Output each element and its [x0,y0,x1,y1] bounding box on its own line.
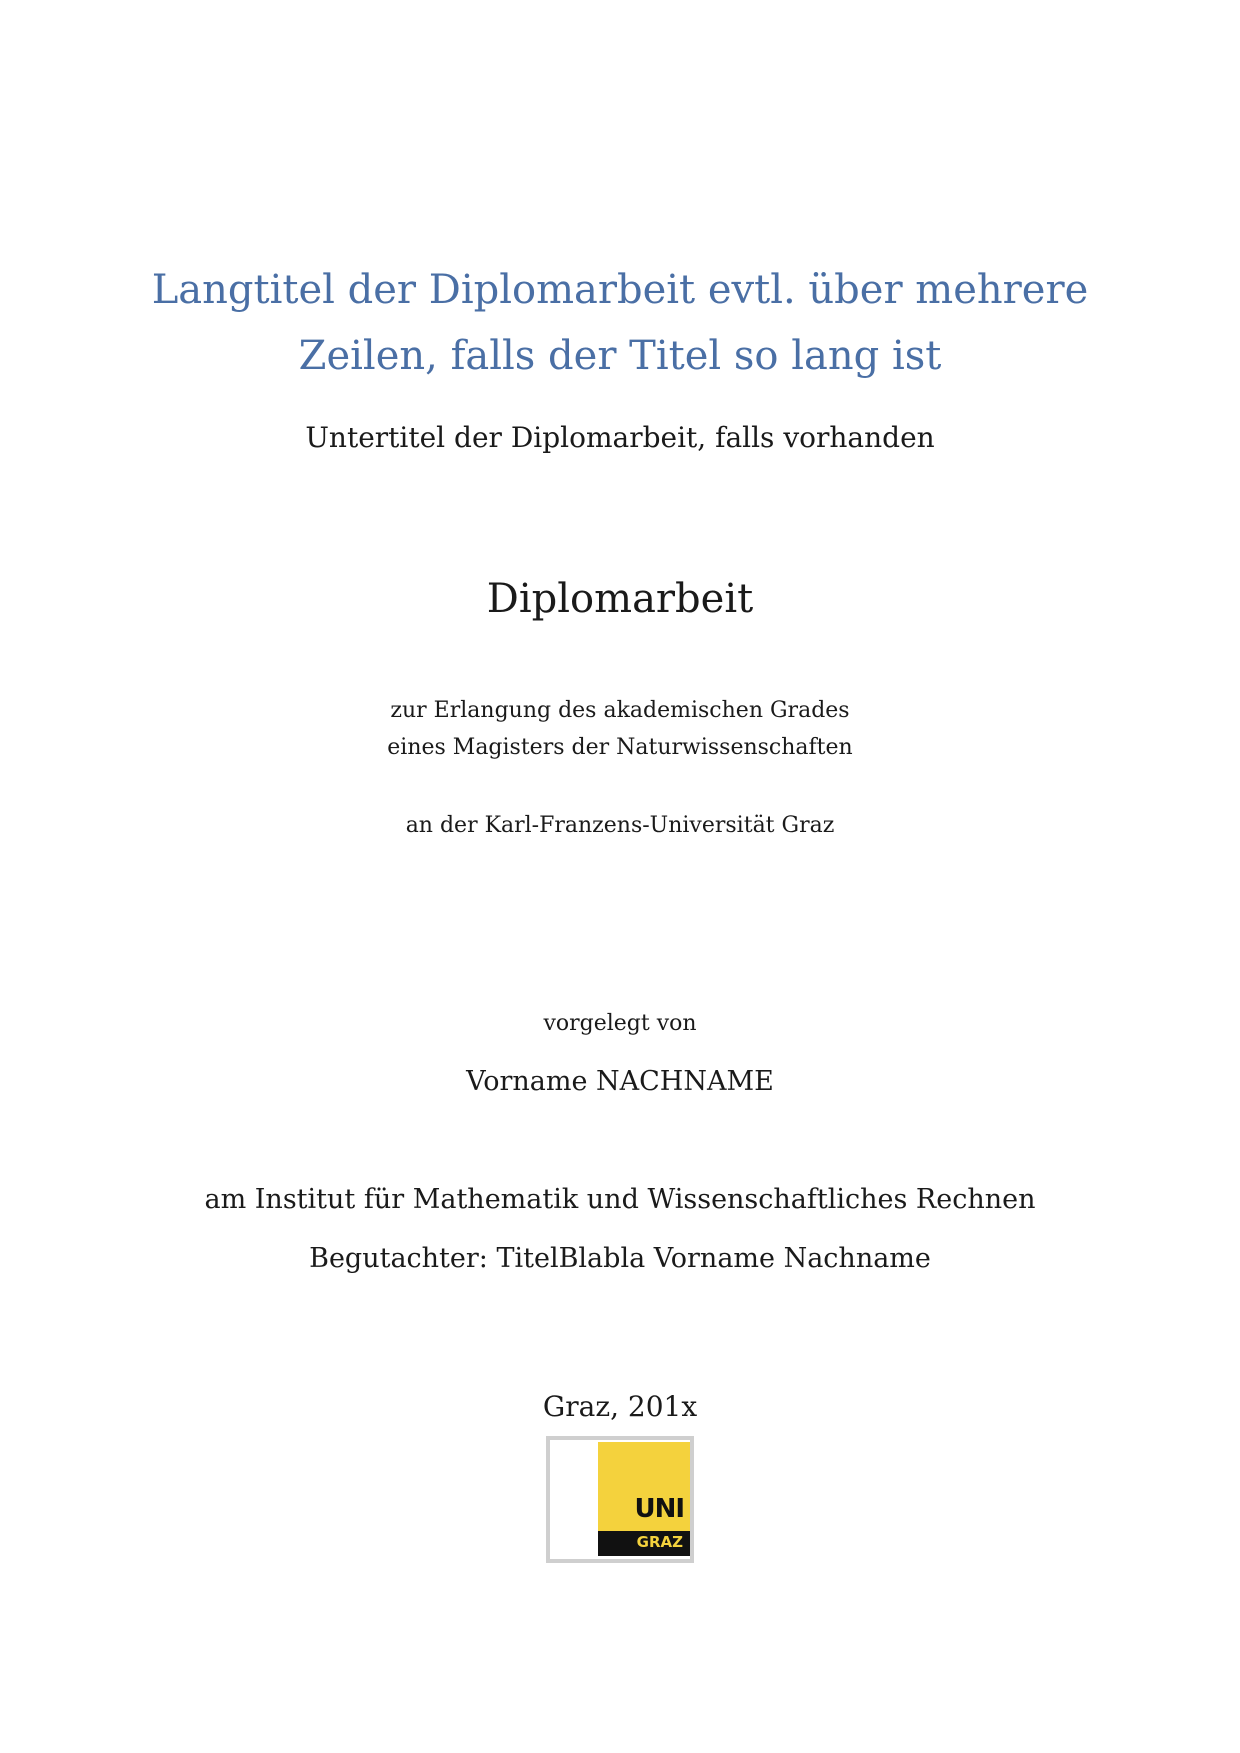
title-line-2: Zeilen, falls der Titel so lang ist [298,333,942,379]
logo-text-graz: GRAZ [636,1533,683,1551]
institute-line: am Institut für Mathematik und Wissenschaftliches Rechnen [204,1184,1036,1215]
title-line-1: Langtitel der Diplomarbeit evtl. über mehrere [151,267,1089,313]
subtitle: Untertitel der Diplomarbeit, falls vorhanden [305,421,935,454]
document-type: Diplomarbeit [486,576,754,622]
reviewer-line: Begutachter: TitelBlabla Vorname Nachname [309,1243,931,1274]
purpose-line-1: zur Erlangung des akademischen Grades [390,698,850,723]
place-date: Graz, 201x [542,1390,698,1423]
logo-text-uni: UNI [634,1494,684,1524]
author-name: Vorname NACHNAME [466,1066,774,1097]
uni-graz-logo [546,1436,694,1563]
university-line: an der Karl-Franzens-Universität Graz [405,813,835,838]
submitted-by-label: vorgelegt von [543,1011,697,1036]
purpose-line-2: eines Magisters der Naturwissenschaften [387,735,853,760]
